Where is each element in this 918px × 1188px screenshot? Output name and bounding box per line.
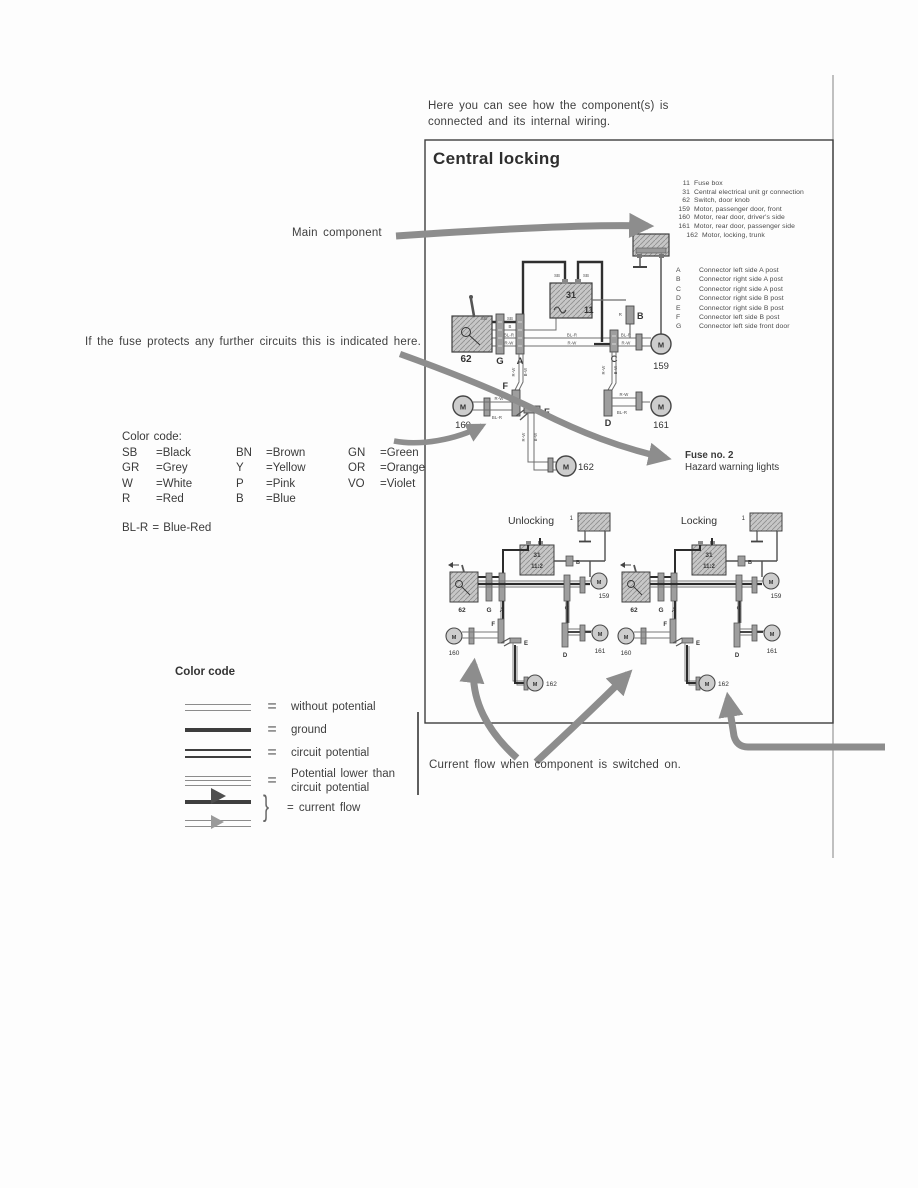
cc-value: =Green <box>380 446 419 459</box>
cc-abbr: GN <box>348 446 366 459</box>
wire-label-blr: BL-R <box>491 415 503 420</box>
cc-value <box>380 492 458 508</box>
legend-item <box>185 698 426 716</box>
connector-id: D <box>676 295 682 303</box>
component-list-item <box>676 180 826 189</box>
cc-value: =White <box>156 477 193 490</box>
main-component-callout: Main component <box>292 227 382 239</box>
wire-label-bw: B-W <box>613 365 618 375</box>
line-ground <box>185 728 251 733</box>
wire-label-blr: BL-R <box>616 410 628 415</box>
component-name: Central electrical unit gr connection <box>694 188 804 196</box>
component-list <box>676 180 826 240</box>
cc-abbr: P <box>236 477 244 490</box>
line-lower-potential <box>185 776 251 786</box>
wire-label-sb: SB <box>583 273 589 278</box>
wire-label-sb: SB <box>507 316 513 321</box>
locking-title: Locking <box>680 515 718 527</box>
cc-abbr: VO <box>348 477 365 490</box>
cc-abbr: R <box>122 493 131 505</box>
cc-abbr: SB <box>122 446 138 459</box>
connector-d-label: D <box>604 418 612 428</box>
wire-label-b: B <box>508 324 512 329</box>
motor-160-m: M <box>459 402 467 412</box>
main-wiring-diagram <box>452 234 671 476</box>
main-component-arrow <box>396 226 648 236</box>
line-current-flow-dark <box>185 800 251 804</box>
component-number: 161 <box>678 222 690 230</box>
connector-id: E <box>676 304 681 312</box>
component-number: 11 <box>682 180 690 187</box>
color-code-extra: BL-R = Blue-Red <box>122 521 212 534</box>
wire-label-blr: BL-R <box>566 332 578 338</box>
motor-161 <box>612 392 671 431</box>
cc-abbr: BN <box>236 446 252 459</box>
connector-name: Connector left side front door <box>699 323 790 331</box>
motor-161-label: 161 <box>653 420 669 431</box>
central-unit-31 <box>550 273 594 318</box>
wire-label-bw: B-W <box>523 367 528 377</box>
legend-item <box>185 721 426 739</box>
cc-abbr <box>348 492 380 508</box>
legend-label: ground <box>291 724 327 736</box>
legend-label: without potential <box>291 701 376 713</box>
unit-31-label: 31 <box>565 290 577 300</box>
wiring-diagram-graphics: 1 31 11:2 B 62 G A C M 159 F E M 160 M 162 D M 161 62 G A SB SB B BL-R R-W BL-R R-W BL-R R-W SB SB 31 11 R B M 159 C R-W B-W F E M 160 R-W BL-R R-W B-W M 162 R-W B-W D R-W BL-R M 161 Unlocking Locking <box>0 0 918 1188</box>
wire-label-blr: BL-R <box>503 332 515 338</box>
fuse-note-subtitle: Hazard warning lights <box>685 462 780 473</box>
equals-sign: = <box>267 744 277 761</box>
connector-e-label: E <box>544 407 551 417</box>
connector-list-item <box>676 322 831 331</box>
connector-name: Connector right side B post <box>699 304 784 312</box>
motor-160-label: 160 <box>455 420 471 431</box>
fuse-further-callout: If the fuse protects any further circuits this is indicated here. <box>85 336 421 348</box>
cc-value: =Pink <box>266 477 296 490</box>
cc-abbr: B <box>236 493 244 505</box>
wire-label-sb: SB <box>481 316 487 321</box>
line-without-potential <box>185 704 251 711</box>
line-legend <box>175 666 425 846</box>
cc-value: =Orange <box>380 462 426 474</box>
connector-list-item <box>676 275 831 284</box>
wire-label-blr: BL-R <box>620 332 632 338</box>
cc-value: =Violet <box>380 477 416 490</box>
wire-label-r: R <box>618 312 622 317</box>
wire-label-rw: R-W <box>619 392 629 397</box>
wire-label-rw: R-W <box>511 367 516 377</box>
legend-item <box>185 794 251 804</box>
line-circuit-potential <box>185 749 251 758</box>
component-list-item <box>676 223 826 232</box>
color-code-table <box>122 446 458 508</box>
line-current-flow-light <box>185 820 251 827</box>
connector-b-label: B <box>637 311 644 321</box>
wire-label-sb: SB <box>554 273 560 278</box>
cc-value: =Yellow <box>266 462 306 474</box>
connector-name: Connector right side A post <box>699 285 783 293</box>
legend-heading: Color code <box>175 666 236 678</box>
connector-list <box>676 266 831 332</box>
component-name: Motor, rear door, passenger side <box>694 222 796 230</box>
legend-current-flow-label: = current flow <box>287 802 361 814</box>
connector-g-label: G <box>496 356 504 367</box>
motor-159-label: 159 <box>653 361 669 372</box>
connector-strip-c <box>610 330 618 365</box>
cc-abbr: GR <box>122 462 140 474</box>
intro-text: Here you can see how the component(s) is connected and its internal wiring. <box>428 100 669 128</box>
connector-list-item <box>676 285 831 294</box>
component-list-item <box>676 189 826 198</box>
wire-label-bw: B-W <box>533 432 538 442</box>
connector-id: G <box>676 323 682 331</box>
wire-label-rw: R-W <box>601 365 606 375</box>
connector-strip-b <box>626 306 644 324</box>
connector-id: C <box>676 285 682 293</box>
equals-sign: = <box>267 698 277 715</box>
bottom-caption: Current flow when component is switched on. <box>429 759 681 771</box>
motor-159 <box>636 334 671 372</box>
cc-value: =Red <box>156 493 184 505</box>
component-number: 62 <box>682 197 690 205</box>
cc-abbr: W <box>122 477 133 490</box>
wire-label-rw: R-W <box>494 396 504 401</box>
wire-label-rw: R-W <box>504 340 514 346</box>
connector-name: Connector right side A post <box>699 276 783 284</box>
switch-62 <box>452 295 492 365</box>
connector-strip-d <box>604 390 612 428</box>
motor-159-m: M <box>657 340 665 350</box>
component-name: Motor, passenger door, front <box>694 205 782 213</box>
locking-diagram <box>618 513 782 691</box>
motor-162-m: M <box>562 462 570 472</box>
connector-a-label: A <box>516 356 524 367</box>
connector-name: Connector left side A post <box>699 267 779 274</box>
legend-brace: } <box>263 790 270 823</box>
fuse-note <box>685 450 779 474</box>
wire-label-rw: R-W <box>621 340 631 346</box>
color-code-heading: Color code: <box>122 431 182 443</box>
connector-list-item <box>676 294 831 303</box>
cc-value: =Grey <box>156 462 188 474</box>
equals-sign: = <box>267 721 277 738</box>
connector-strip-g <box>496 314 504 367</box>
cc-abbr: Y <box>236 462 244 474</box>
legend-label: circuit potential <box>291 747 370 759</box>
cc-value: =Brown <box>266 446 306 459</box>
connector-id: F <box>676 314 681 322</box>
connector-id: B <box>676 276 681 284</box>
connector-list-item <box>676 304 831 313</box>
component-name: Motor, locking, trunk <box>702 231 765 239</box>
motor-161-m: M <box>657 402 665 412</box>
equals-sign: = <box>267 772 277 789</box>
component-name: Switch, door knob <box>694 197 750 205</box>
wire-label-rw: R-W <box>521 432 526 442</box>
motor-160 <box>453 396 512 431</box>
connector-f-label: F <box>502 381 508 391</box>
component-number: 159 <box>678 205 690 213</box>
connector-list-item <box>676 313 831 322</box>
connector-name: Connector right side B post <box>699 295 784 303</box>
component-list-item <box>676 206 826 215</box>
legend-item <box>185 744 426 762</box>
page-title: Central locking <box>433 149 561 168</box>
component-number: 31 <box>682 188 690 196</box>
component-name: Fuse box <box>694 180 723 187</box>
unlocking-title: Unlocking <box>507 515 555 527</box>
connector-name: Connector left side B post <box>699 314 780 322</box>
component-list-item <box>676 214 826 223</box>
fuse-11-label: 11 <box>584 305 594 315</box>
cc-value: =Blue <box>266 493 296 505</box>
motor-162-label: 162 <box>578 462 594 473</box>
fuse-note-title: Fuse no. 2 <box>685 450 734 461</box>
component-number: 162 <box>686 231 698 239</box>
component-list-item <box>684 232 826 241</box>
wire-label-rw: R-W <box>567 340 577 346</box>
component-number: 160 <box>678 214 690 222</box>
cc-abbr: OR <box>348 462 366 474</box>
current-flow-arrow-left <box>473 664 517 758</box>
connector-id: A <box>676 267 681 274</box>
component-list-item <box>676 197 826 206</box>
connector-c-label: C <box>610 354 618 365</box>
connector-list-item <box>676 266 831 275</box>
switch-62-label: 62 <box>460 354 472 365</box>
legend-label: Potential lower than circuit potential <box>291 768 396 794</box>
component-name: Motor, rear door, driver's side <box>694 214 785 222</box>
cc-value: =Black <box>156 446 191 459</box>
color-code-block <box>122 430 458 536</box>
legend-item <box>185 820 251 827</box>
motor-162 <box>548 456 594 476</box>
